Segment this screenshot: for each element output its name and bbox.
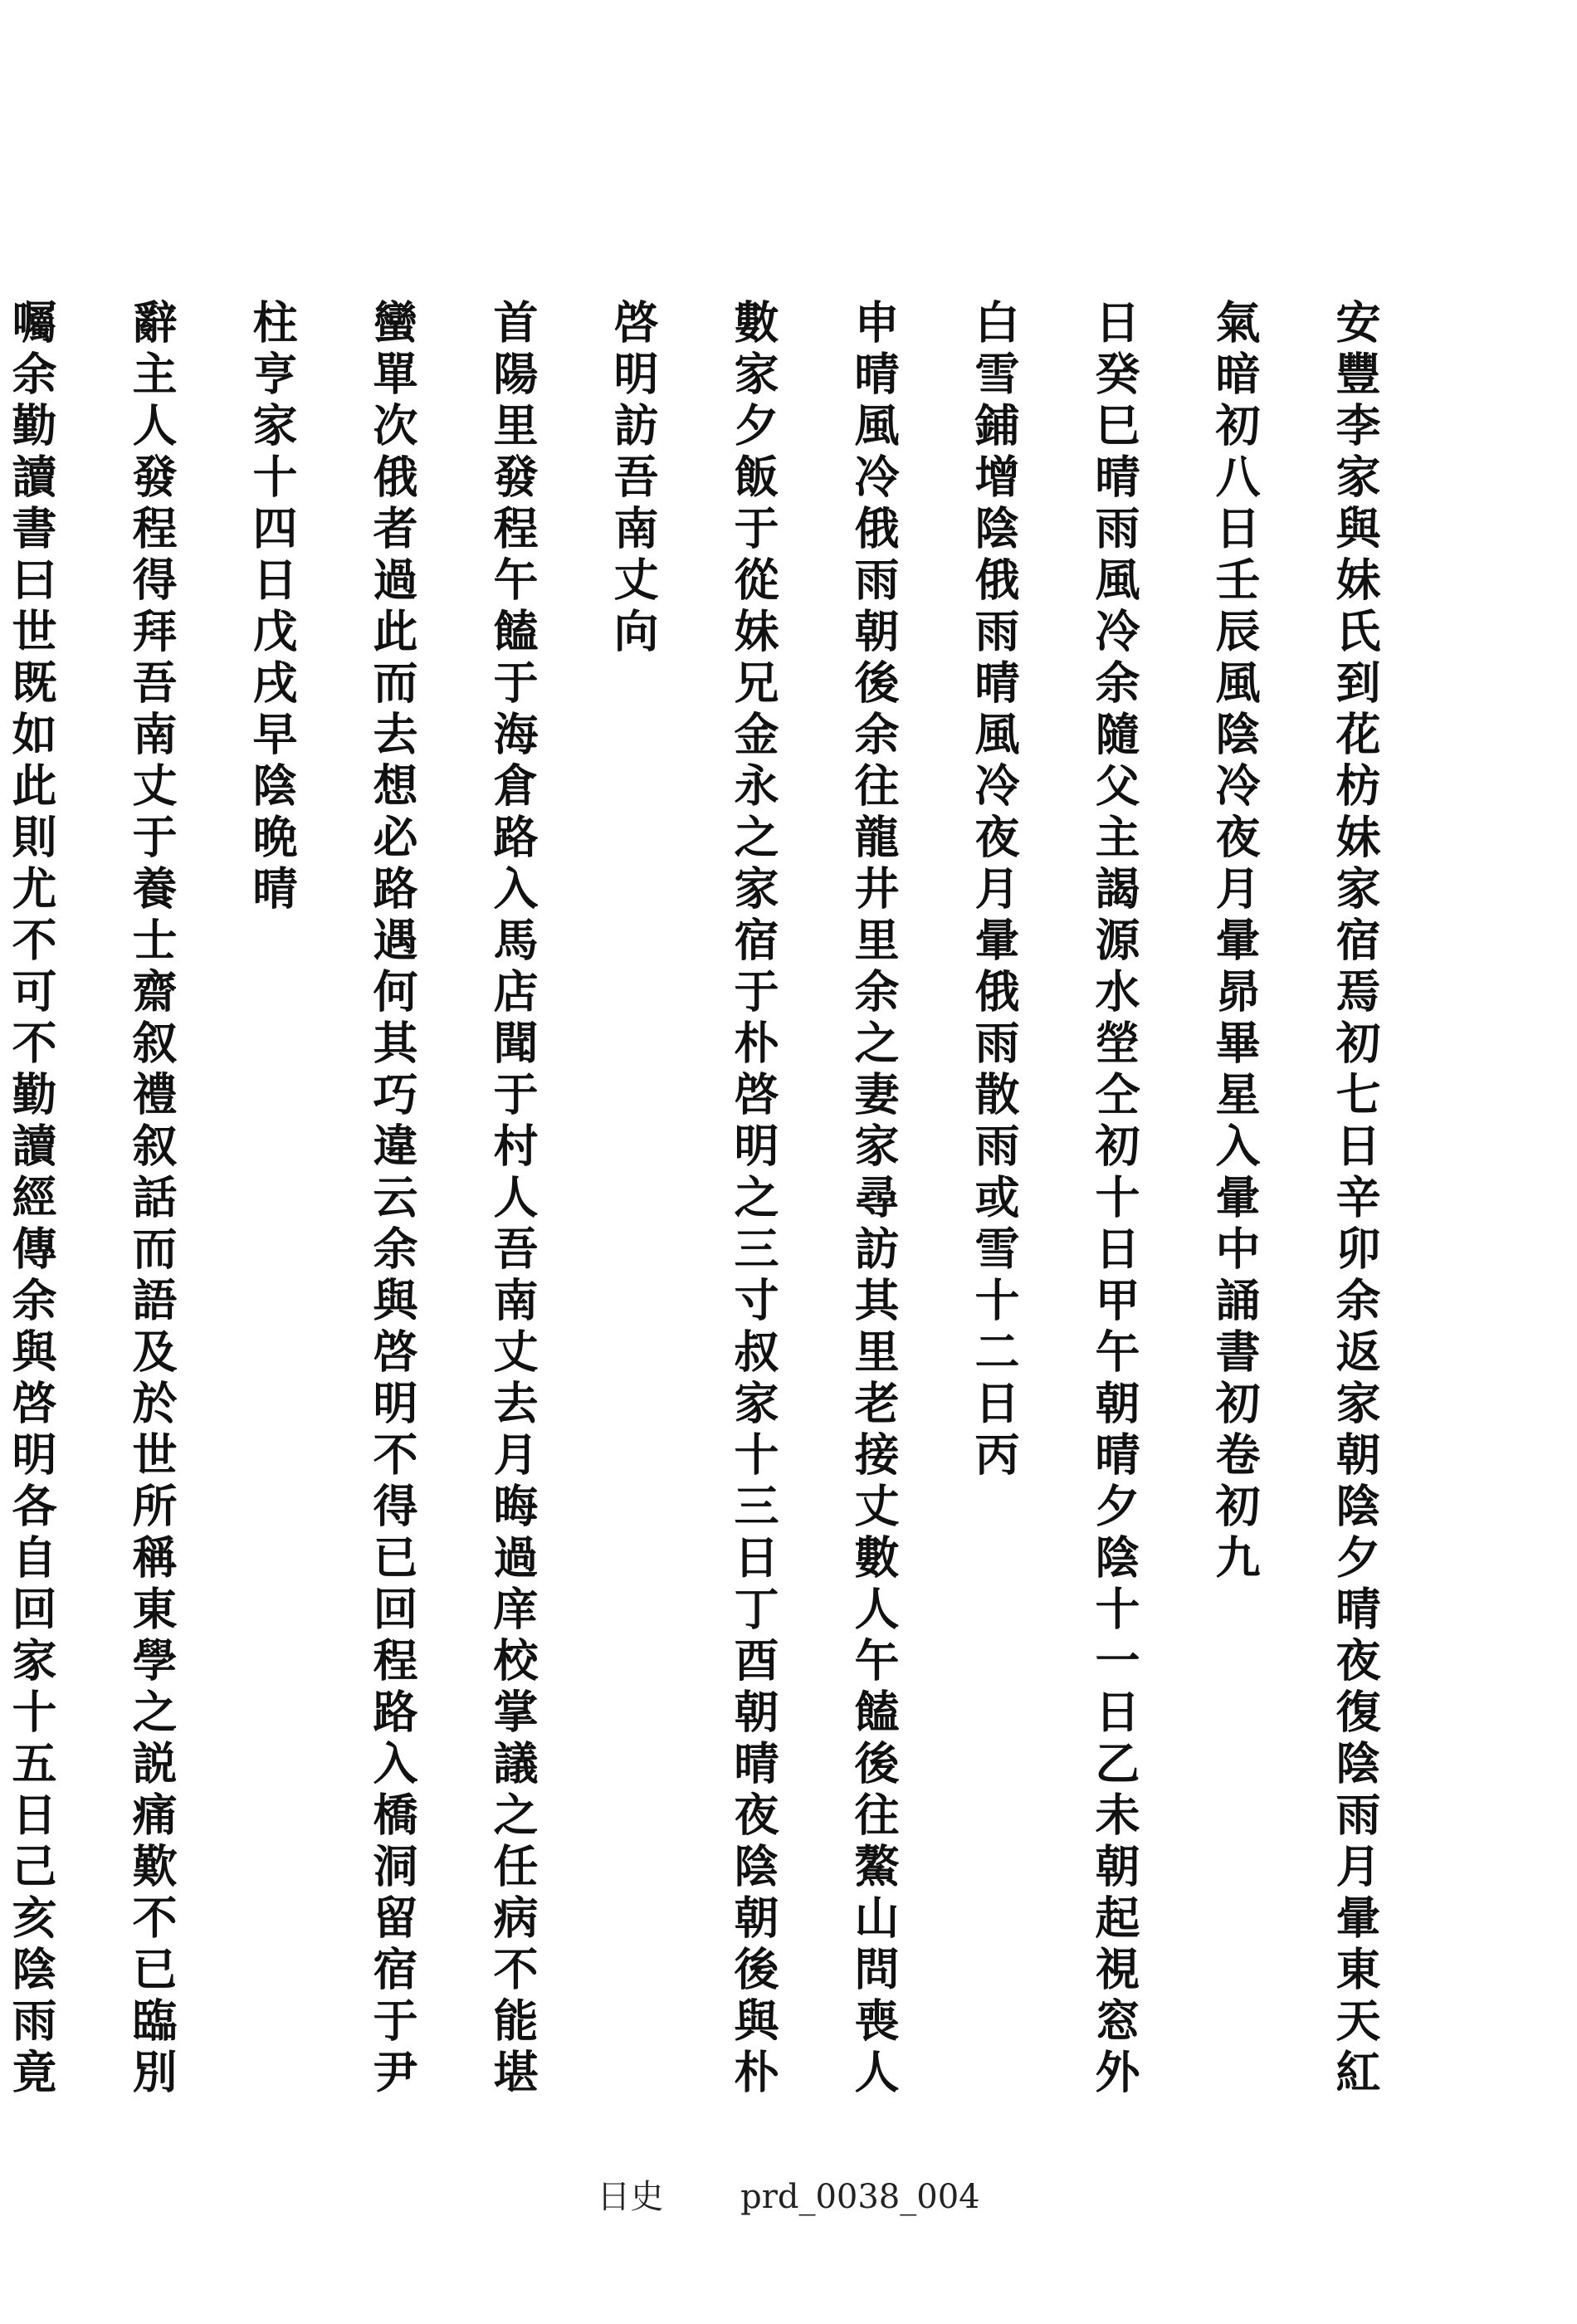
text-column-5: 辭主人發程得拜吾南丈于養士齋叙禮叙話而語及於世所稱東學之説痛歎不已臨別囑余勤讀書曰世既如此則尤不可不勤讀經傳余與啓明各自回家十五日己亥陰雨竟: [5, 299, 178, 2100]
footer-title: 日史: [597, 2178, 664, 2216]
footer-code: prd_0038_004: [740, 2178, 980, 2216]
text-column-3: 申晴風冷俄雨朝後余往龍井里余之妻家尋訪其里老接丈數人午饁後往鰲山問喪人數家夕飯于從妹兄金永之家宿于朴啓明之三寸叔家十三日丁酉朝晴夜陰朝後與朴啓明訪吾南丈向: [607, 299, 901, 2100]
manuscript-text: [5, 299, 1415, 2125]
text-column-4: 首陽里發程午饁于海倉路入馬店聞于村人吾南丈去月晦過庠校掌議之任病不能堪蠻單次俄者過此而去想必路遇何其巧違云余與啓明不得已回程路入橋洞留宿于尹柱亨家十四日戊戌早陰晩晴: [246, 299, 540, 2100]
text-column-2: 日癸巳晴雨風冷余隨父主謁源水塋仝初十日甲午朝晴夕陰十一日乙未朝起視窓外白雪鋪增陰俄雨晴風冷夜月暈俄雨散雨或雪十二日丙: [968, 299, 1141, 2100]
page-footer: [0, 2170, 1577, 2218]
text-column-1: 安豐李家與妹氏到花枋妹家宿焉初七日辛卯余返家朝陰夕晴夜復陰雨月暈東天紅氣暗初八日壬辰風陰冷夜月暈昴畢星入暈中誦書初卷初九: [1208, 299, 1382, 2100]
